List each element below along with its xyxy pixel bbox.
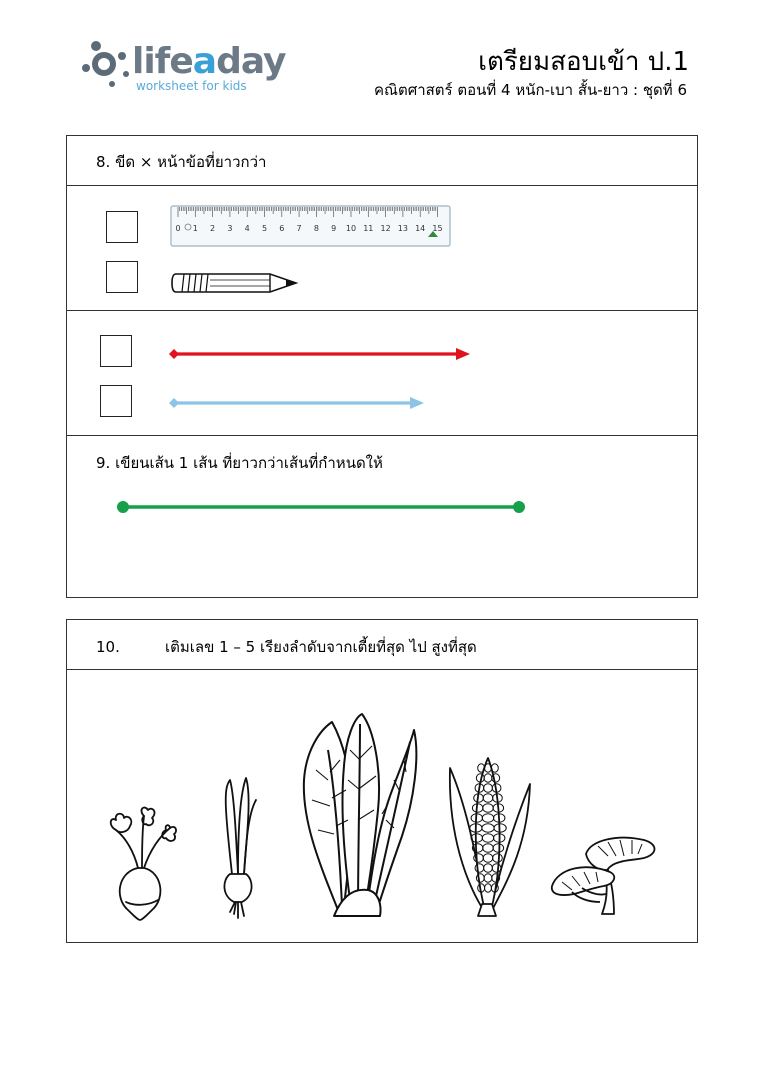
ruler-label: 3 — [227, 224, 233, 233]
ruler-label: 4 — [244, 224, 250, 233]
ruler-label: 1 — [192, 224, 198, 233]
page-subtitle: คณิตศาสตร์ ตอนที่ 4 หนัก-เบา สั้น-ยาว : ชุดที่ 6 — [374, 81, 687, 99]
logo-tagline: worksheet for kids — [136, 79, 247, 93]
ruler-label: 11 — [363, 224, 374, 233]
answer-checkbox-red-line[interactable] — [100, 335, 132, 367]
beet-icon — [104, 806, 180, 922]
q9-instruction: 9. เขียนเส้น 1 เส้น ที่ยาวกว่าเส้นที่กำหนดให้ — [96, 454, 383, 472]
logo-wordmark: lifeaday — [132, 41, 286, 82]
divider — [66, 669, 698, 670]
ruler-label: 8 — [313, 224, 319, 233]
ruler-label: 9 — [331, 224, 337, 233]
q10-number: 10. — [96, 638, 120, 656]
answer-checkbox-blue-line[interactable] — [100, 385, 132, 417]
q10-instruction: เติมเลข 1 – 5 เรียงลำดับจากเตี้ยที่สุด ไป สูงที่สุด — [165, 638, 477, 656]
ruler-label: 0 — [175, 224, 181, 233]
red-line-arrow — [166, 344, 474, 364]
green-segment — [110, 496, 534, 518]
chard-icon — [298, 710, 420, 920]
ruler-label: 15 — [432, 224, 443, 233]
blue-line-arrow — [166, 393, 428, 413]
drawing-area[interactable] — [96, 530, 676, 585]
divider — [66, 435, 698, 436]
ruler-label: 12 — [380, 224, 391, 233]
ruler-label: 10 — [345, 224, 357, 233]
corn-icon — [442, 754, 536, 920]
ruler-icon — [170, 205, 452, 249]
answer-checkbox-pencil[interactable] — [106, 261, 138, 293]
ruler-label: 5 — [261, 224, 268, 233]
page-title: เตรียมสอบเข้า ป.1 — [478, 47, 689, 77]
divider — [66, 185, 698, 186]
divider — [66, 310, 698, 311]
mushroom-icon — [548, 834, 660, 918]
answer-checkbox-ruler[interactable] — [106, 211, 138, 243]
ruler-label: 6 — [279, 224, 285, 233]
ruler-label: 7 — [296, 224, 302, 233]
pencil-icon — [170, 270, 300, 296]
ruler-label: 13 — [397, 224, 408, 233]
logo-mark-icon — [82, 40, 134, 88]
scallion-icon — [216, 774, 266, 922]
ruler-label: 2 — [210, 224, 216, 233]
ruler-label: 14 — [415, 224, 426, 233]
q8-instruction: 8. ขีด × หน้าข้อที่ยาวกว่า — [96, 153, 267, 171]
